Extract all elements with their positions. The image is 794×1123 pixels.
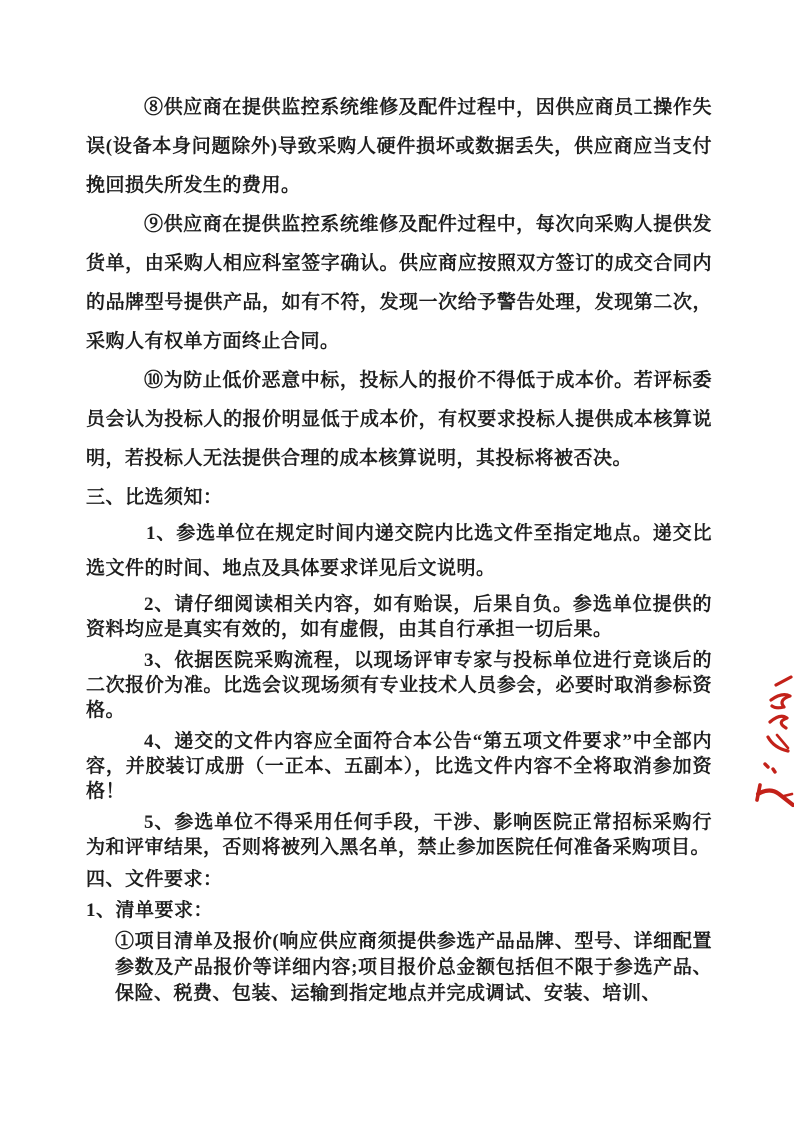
section-heading-3: 三、比选须知： [86, 487, 223, 508]
paragraph-clause-9: ⑨供应商在提供监控系统维修及配件过程中，每次向采购人提供发货单，由采购人相应科室签字确认。供应商应按照双方签订的成交合同内的品牌型号提供产品，如有不符，发现一次给予警告处理，发现第二次，采购人有权单方面终止合同。 [86, 214, 712, 352]
document-body [86, 88, 712, 1007]
paragraph-notice-item-4: 4、递交的文件内容应全面符合本公告“第五项文件要求”中全部内容，并胶装订成册（一正本、五副本），比选文件内容不全将取消参加资格！ [86, 731, 712, 802]
paragraph-notice-item-2: 2、请仔细阅读相关内容，如有贻误，后果自负。参选单位提供的资料均应是真实有效的，如有虚假，由其自行承担一切后果。 [86, 594, 712, 640]
paragraph-clause-8: ⑧供应商在提供监控系统维修及配件过程中，因供应商员工操作失误(设备本身问题除外)导致采购人硬件损坏或数据丢失，供应商应当支付挽回损失所发生的费用。 [86, 97, 712, 196]
paragraph-notice-item-1: 1、参选单位在规定时间内递交院内比选文件至指定地点。递交比选文件的时间、地点及具体要求详见后文说明。 [86, 523, 712, 579]
paragraph-list-item-circle-1: ①项目清单及报价(响应供应商须提供参选产品品牌、型号、详细配置参数及产品报价等详细内容;项目报价总金额包括但不限于参选产品、保险、税费、包装、运输到指定地点并完成调试、安装、培训、 [115, 931, 712, 1004]
paragraph-notice-item-3: 3、依据医院采购流程，以现场评审专家与投标单位进行竞谈后的二次报价为准。比选会议现场须有专业技术人员参会，必要时取消参标资格。 [86, 650, 712, 721]
paragraph-clause-10: ⑩为防止低价恶意中标，投标人的报价不得低于成本价。若评标委员会认为投标人的报价明显低于成本价，有权要求投标人提供成本核算说明，若投标人无法提供合理的成本核算说明，其投标将被否决。 [86, 370, 712, 469]
paragraph-notice-item-5: 5、参选单位不得采用任何手段，干涉、影响医院正常招标采购行为和评审结果，否则将被列入黑名单，禁止参加医院任何准备采购项目。 [86, 812, 712, 858]
section-heading-4: 四、文件要求： [86, 869, 223, 890]
list-requirements-heading: 1、清单要求： [86, 900, 214, 921]
